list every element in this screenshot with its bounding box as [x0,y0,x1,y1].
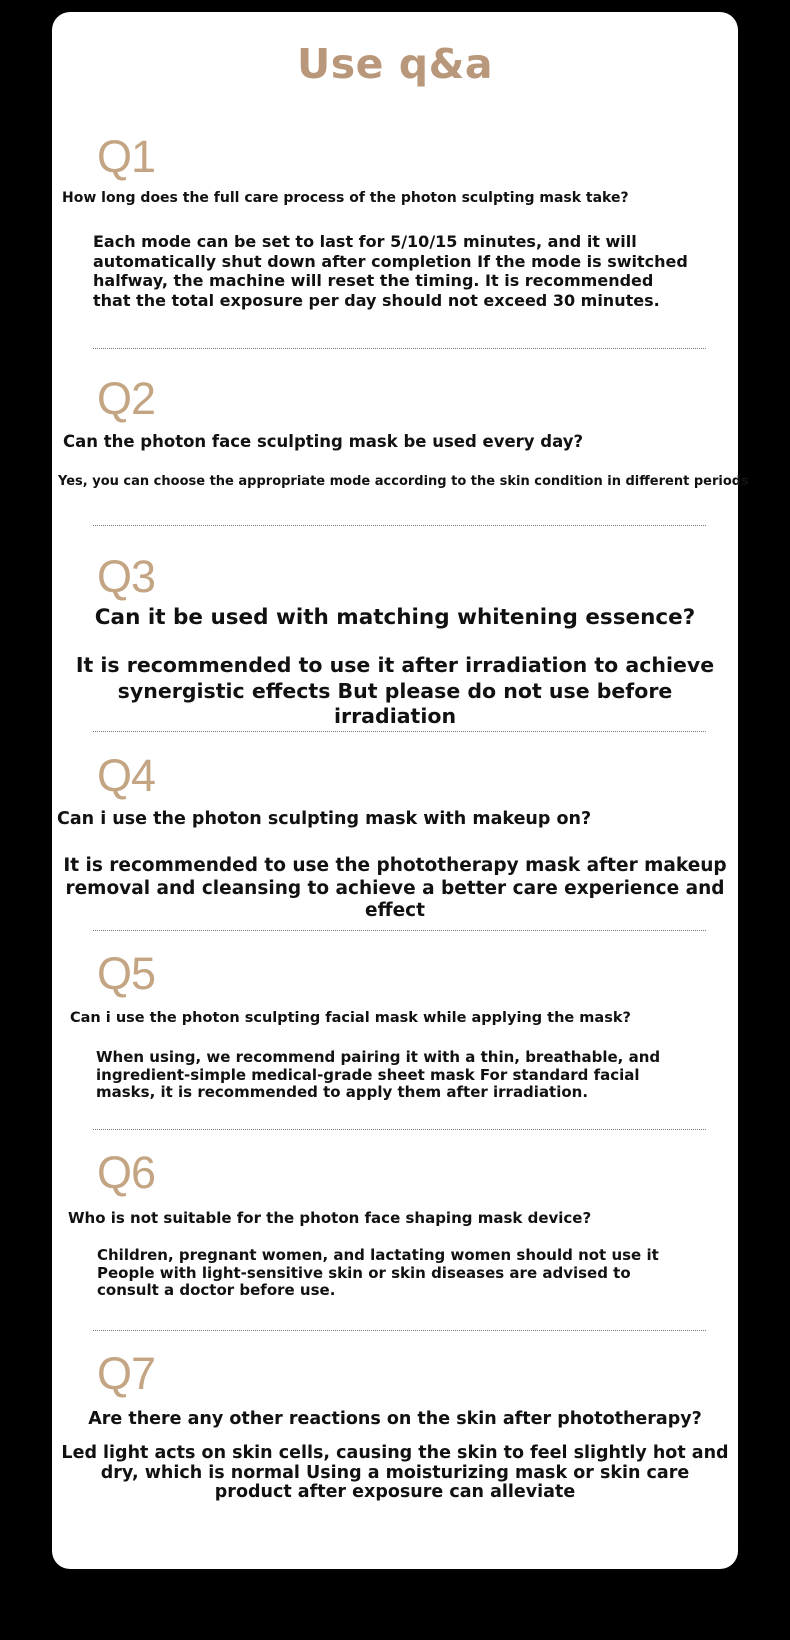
q2-question: Can the photon face sculpting mask be used every day? [63,432,584,451]
q7-question: Are there any other reactions on the skin after phototherapy? [88,1409,702,1429]
q3-label: Q3 [97,551,156,602]
q1-answer: Each mode can be set to last for 5/10/15 minutes, and it will automatically shut down after completion If the mode is switched halfway, the machine will reset the timing. It is recommended that the total exposure per day should not exceed 30 minutes. [93,232,688,310]
q1-question: How long does the full care process of the photon sculpting mask take? [62,190,629,206]
q3-answer: It is recommended to use it after irradiation to achieve synergistic effects But please do not use before irradiation [75,653,715,728]
q7-label: Q7 [97,1348,156,1399]
q2-label: Q2 [97,373,156,424]
q4-answer: It is recommended to use the phototherapy mask after makeup removal and cleansing to achieve a better care experience and effect [63,855,727,921]
divider [93,930,706,931]
page-title: Use q&a [296,40,494,88]
q6-answer: Children, pregnant women, and lactating women should not use it People with light-sensitive skin or skin diseases are advised to consult a doctor before use. [97,1246,659,1299]
q5-answer: When using, we recommend pairing it with a thin, breathable, and ingredient-simple medical-grade sheet mask For standard facial masks, it is recommended to apply them after irradiation. [96,1048,661,1101]
q5-label: Q5 [97,948,156,999]
q2-answer: Yes, you can choose the appropriate mode according to the skin condition in different periods [58,474,749,489]
q4-label: Q4 [97,750,156,801]
q7-answer: Led light acts on skin cells, causing the skin to feel slightly hot and dry, which is normal Using a moisturizing mask or skin care product after exposure can alleviate [61,1443,729,1502]
divider [93,525,706,526]
q6-label: Q6 [97,1147,156,1198]
divider [93,1129,706,1130]
divider [93,731,706,732]
q1-label: Q1 [97,131,156,182]
q3-question: Can it be used with matching whitening essence? [94,605,696,630]
q5-question: Can i use the photon sculpting facial mask while applying the mask? [70,1010,631,1026]
q4-question: Can i use the photon sculpting mask with makeup on? [57,809,592,829]
q6-question: Who is not suitable for the photon face shaping mask device? [68,1209,592,1227]
divider [93,1330,706,1331]
divider [93,348,706,349]
